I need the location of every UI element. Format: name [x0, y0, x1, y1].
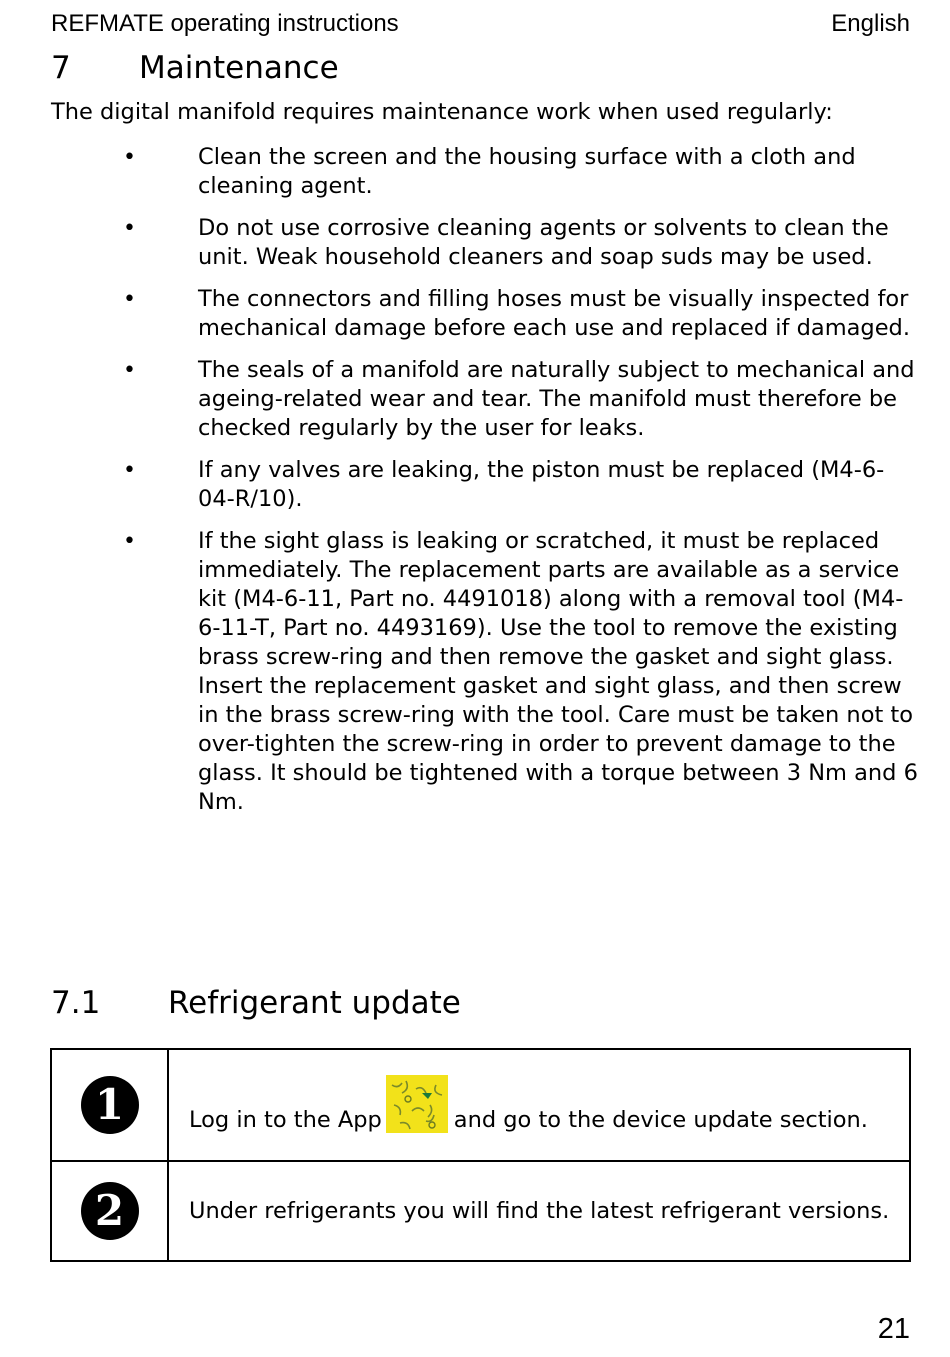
section-heading [51, 50, 339, 86]
section-intro: The digital manifold requires maintenance work when used regularly: [51, 99, 833, 125]
list-item: • If any valves are leaking, the piston must be replaced (M4-6-04-R/10). [123, 457, 885, 512]
app-icon [386, 1075, 448, 1133]
table-row [51, 1049, 910, 1161]
section-number: 7 [51, 50, 71, 86]
bullet-icon: • [123, 145, 136, 170]
maintenance-list [0, 143, 950, 830]
subsection-number: 7.1 [51, 985, 101, 1021]
list-item: • The connectors and filling hoses must be visually inspected for mechanical damage before each use and replaced if damaged. [123, 286, 910, 341]
page-header [51, 10, 910, 38]
step-number-badge: 2 [81, 1182, 139, 1240]
bullet-icon: • [123, 358, 136, 383]
header-language: English [831, 10, 910, 37]
step-number-cell [51, 1049, 168, 1161]
steps-table [50, 1048, 911, 1262]
bullet-icon: • [123, 287, 136, 312]
bullet-icon: • [123, 216, 136, 241]
page-number: 21 [877, 1313, 910, 1345]
list-item: • Clean the screen and the housing surface with a cloth and cleaning agent. [123, 144, 856, 199]
step-text-cell: Log in to the App and go to the device update section. [168, 1049, 910, 1161]
bullet-icon: • [123, 529, 136, 554]
subsection-heading [51, 985, 461, 1021]
section-title: Maintenance [139, 50, 339, 86]
list-item: • If the sight glass is leaking or scratched, it must be replaced immediately. The replacement parts are available as a service kit (M4-6-11, Part no. 4491018) along with a removal tool (M4-6-11-T, Part no. 4493169). Use the tool to remove the existing brass screw-ring and then remove the gasket and sight glass. Insert the replacement gasket and sight glass, and then screw in the brass screw-ring with the tool. Care must be taken not to over-tighten the screw-ring in order to prevent damage to the glass. It should be tightened with a torque between 3 Nm and 6 Nm. [123, 528, 918, 815]
step-number-cell [51, 1161, 168, 1261]
step-text-cell: Under refrigerants you will find the latest refrigerant versions. [168, 1161, 910, 1261]
list-item: • The seals of a manifold are naturally subject to mechanical and ageing-related wear and tear. The manifold must therefore be checked regularly by the user for leaks. [123, 357, 915, 441]
list-item: • Do not use corrosive cleaning agents or solvents to clean the unit. Weak household cleaners and soap suds may be used. [123, 215, 889, 270]
step-number-badge: 1 [81, 1076, 139, 1134]
subsection-title: Refrigerant update [168, 985, 461, 1021]
bullet-icon: • [123, 458, 136, 483]
table-row [51, 1161, 910, 1261]
header-title: REFMATE operating instructions [51, 10, 399, 37]
